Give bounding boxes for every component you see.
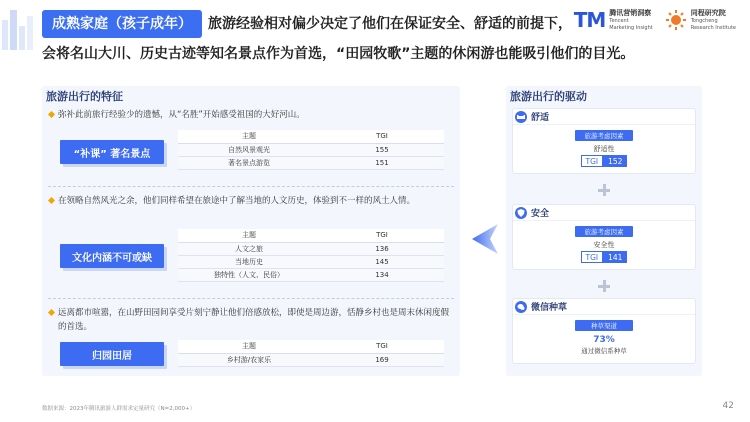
sofa-icon (515, 111, 527, 123)
percentage-note: 通过微信系种草 (581, 347, 627, 355)
header-text-line2: 会将名山大川、历史古迹等知名景点作为首选，“田园牧歌”主题的休闲游也能吸引他们的目光。 (42, 46, 635, 62)
header-text-line1: 旅游经验相对偏少决定了他们在保证安全、舒适的前提下， (208, 16, 572, 32)
header-line1 (42, 10, 642, 38)
bullet-text: 远离都市喧嚣，在山野田园间享受片刻宁静让他们倍感放松，即使是周边游，恬静乡村也是周末休闲度假的首选。 (48, 306, 456, 334)
factor-name: 舒适性 (593, 145, 615, 153)
label-landmarks: “补课” 著名景点 (60, 140, 164, 164)
card-title: 舒适 (531, 113, 550, 123)
travel-drivers-panel (506, 86, 702, 376)
table-countryside (178, 340, 444, 367)
table-row (178, 255, 444, 268)
label-culture: 文化内涵不可或缺 (60, 244, 164, 268)
divider (48, 298, 454, 299)
tgi-badge (513, 155, 695, 167)
tencent-marketing-insight-logo (574, 8, 653, 32)
factor-name: 安全性 (593, 241, 615, 249)
cell-theme: 当地历史 (178, 255, 320, 268)
panel-title: 旅游出行的特征 (46, 90, 123, 103)
page-number: 42 (722, 401, 734, 411)
data-source: 数据来源：2023年腾讯旅游人群需求定量研究（N=2,000+） (42, 406, 196, 412)
cell-theme: 乡村游/农家乐 (178, 353, 320, 366)
col-header-theme: 主题 (178, 340, 320, 353)
tc-logo-cn: 同程研究院 (690, 8, 726, 17)
card-wechat (512, 298, 696, 364)
card-safety (512, 204, 696, 270)
table-header (178, 340, 444, 353)
sun-icon (665, 9, 687, 31)
tc-logo-en2: Research Institute (690, 24, 736, 31)
percentage-value: 73% (593, 335, 615, 345)
bullet-text: 在领略自然风光之余，他们同样希望在旅途中了解当地的人文历史，体验到不一样的风土人情。 (48, 194, 456, 208)
table-landmarks (178, 130, 444, 170)
cell-theme: 自然风景观光 (178, 143, 320, 156)
travel-characteristics-panel (42, 86, 460, 376)
divider (48, 186, 454, 187)
page-header (42, 10, 642, 66)
cell-theme: 著名景点游览 (178, 156, 320, 169)
col-header-tgi: TGI (320, 130, 444, 143)
shield-icon (515, 207, 527, 219)
tgi-label: TGI (581, 155, 604, 167)
card-head (513, 299, 695, 315)
chevron-left-icon (468, 222, 502, 256)
label-countryside: 归园田居 (60, 342, 164, 366)
tm-logo-en1: Tencent (609, 17, 629, 24)
table-row (178, 143, 444, 156)
cell-tgi: 145 (320, 255, 444, 268)
card-title: 微信种草 (531, 303, 568, 313)
tgi-badge (513, 251, 695, 263)
tgi-label: TGI (581, 251, 604, 263)
tm-logo-cn: 腾讯营销洞察 (609, 8, 652, 17)
factor-tag: 旅游考虑因素 (575, 226, 633, 237)
cell-tgi: 134 (320, 268, 444, 281)
segment-tag: 成熟家庭（孩子成年） (42, 10, 202, 38)
panel-title: 旅游出行的驱动 (510, 90, 587, 103)
cell-tgi: 169 (320, 353, 444, 366)
plus-icon (598, 184, 610, 196)
table-row (178, 268, 444, 281)
cell-theme: 人文之旅 (178, 242, 320, 255)
card-head (513, 109, 695, 125)
col-header-theme: 主题 (178, 229, 320, 242)
col-header-tgi: TGI (320, 340, 444, 353)
tm-logo-en2: Marketing Insight (609, 24, 653, 31)
wechat-icon (515, 301, 527, 313)
city-skyline-decoration (0, 0, 36, 60)
col-header-tgi: TGI (320, 229, 444, 242)
table-header (178, 130, 444, 143)
cell-theme: 独特性（人文、民俗） (178, 268, 320, 281)
bullet-text: 弥补此前旅行经验少的遗憾，从“名胜”开始感受祖国的大好河山。 (48, 108, 456, 122)
tongcheng-research-logo (665, 9, 736, 32)
section-landmarks (48, 108, 456, 122)
cell-tgi: 136 (320, 242, 444, 255)
table-row (178, 353, 444, 366)
card-title: 安全 (531, 209, 550, 219)
tgi-value: 141 (603, 251, 627, 263)
factor-tag: 旅游考虑因素 (575, 130, 633, 141)
card-comfort (512, 108, 696, 174)
col-header-theme: 主题 (178, 130, 320, 143)
tc-logo-en1: Tongcheng (690, 17, 718, 24)
table-row (178, 156, 444, 169)
card-head (513, 205, 695, 221)
cell-tgi: 155 (320, 143, 444, 156)
tgi-value: 152 (603, 155, 627, 167)
tm-logo-mark: TM (573, 8, 606, 32)
table-row (178, 242, 444, 255)
table-header (178, 229, 444, 242)
logos (574, 8, 736, 32)
table-culture (178, 229, 444, 282)
plus-icon (598, 280, 610, 292)
section-culture (48, 194, 456, 208)
channel-tag: 种草渠道 (575, 320, 633, 331)
cell-tgi: 151 (320, 156, 444, 169)
section-countryside (48, 306, 456, 334)
